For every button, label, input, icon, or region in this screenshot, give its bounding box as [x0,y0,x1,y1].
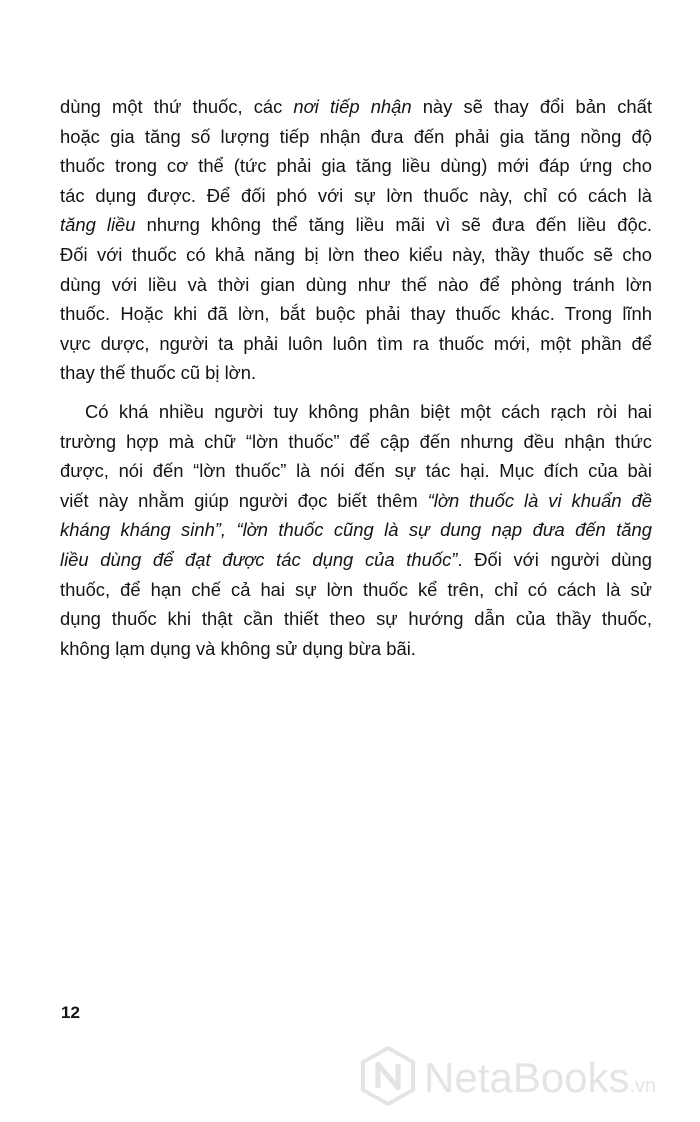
netabooks-logo-icon [360,1046,416,1106]
text-segment: dùng một thứ thuốc, các [60,96,294,117]
text-segment: trường hợp mà chữ “lờn thuốc” để cập đến nhưng đều nhận thức [60,430,652,452]
text-line [60,486,652,516]
text-line [60,545,652,575]
text-line [60,575,652,605]
text-line [60,151,652,181]
italic-text: nơi tiếp nhận [293,96,412,117]
text-segment: Có khá nhiều người tuy không phân biệt một cách rạch ròi hai [85,400,652,422]
watermark-suffix: .vn [629,1075,657,1097]
text-line [60,427,652,457]
text-segment: thay thế thuốc cũ bị lờn. [60,362,257,384]
text-segment: dùng với liều và thời gian dùng như thế nào để phòng tránh lờn [60,273,652,295]
text-line [60,397,652,427]
text-segment: vực dược, người ta phải luôn luôn tìm ra thuốc mới, một phần để [60,332,652,354]
text-segment: thuốc, để hạn chế cả hai sự lờn thuốc kể trên, chỉ có cách là sử [60,578,652,600]
text-line [60,92,652,122]
text-line [60,634,652,664]
text-segment: này sẽ thay đổi bản chất [411,96,653,117]
text-segment: . Đối với người dùng [457,548,652,570]
body-text [60,92,652,663]
italic-text: tăng liều [60,214,136,236]
text-segment: thuốc trong cơ thể (tức phải gia tăng liều dùng) mới đáp ứng cho [60,155,652,177]
text-segment: dụng thuốc khi thật cần thiết theo sự hướng dẫn của thầy thuốc, [60,608,652,630]
watermark-text [424,1054,656,1102]
text-segment: không lạm dụng và không sử dụng bừa bãi. [60,637,416,659]
text-line [60,358,652,388]
text-segment: tác dụng được. Để đối phó với sự lờn thuốc này, chỉ có cách là [60,184,652,206]
text-line [60,240,652,270]
watermark-brand: NetaBooks [424,1054,630,1101]
text-line [60,122,652,152]
italic-text: liều dùng để đạt được tác dụng của thuốc” [60,548,458,570]
text-segment: thuốc. Hoặc khi đã lờn, bắt buộc phải thay thuốc khác. Trong lĩnh [60,303,652,325]
italic-text: kháng kháng sinh”, “lờn thuốc cũng là sự dung nạp đưa đến tăng [60,519,652,541]
text-line [60,181,652,211]
paragraph-gap [60,388,652,397]
text-segment: viết này nhằm giúp người đọc biết thêm [60,489,428,511]
text-segment: Đối với thuốc có khả năng bị lờn theo kiểu này, thầy thuốc sẽ cho [60,243,652,265]
text-line [60,210,652,240]
text-line [60,299,652,329]
netabooks-watermark [360,1040,680,1110]
text-segment: hoặc gia tăng số lượng tiếp nhận đưa đến phải gia tăng nồng độ [60,125,652,147]
text-segment: được, nói đến “lờn thuốc” là nói đến sự tác hại. Mục đích của bài [60,460,652,482]
text-line [60,329,652,359]
page-number: 12 [61,1003,80,1022]
paragraph-2 [60,397,652,663]
italic-text: “lờn thuốc là vi khuẩn đề [427,489,652,511]
text-line [60,456,652,486]
text-line [60,604,652,634]
text-line [60,270,652,300]
text-segment: nhưng không thể tăng liều mãi vì sẽ đưa đến liều độc. [135,214,653,236]
text-line [60,515,652,545]
paragraph-1 [60,92,652,388]
